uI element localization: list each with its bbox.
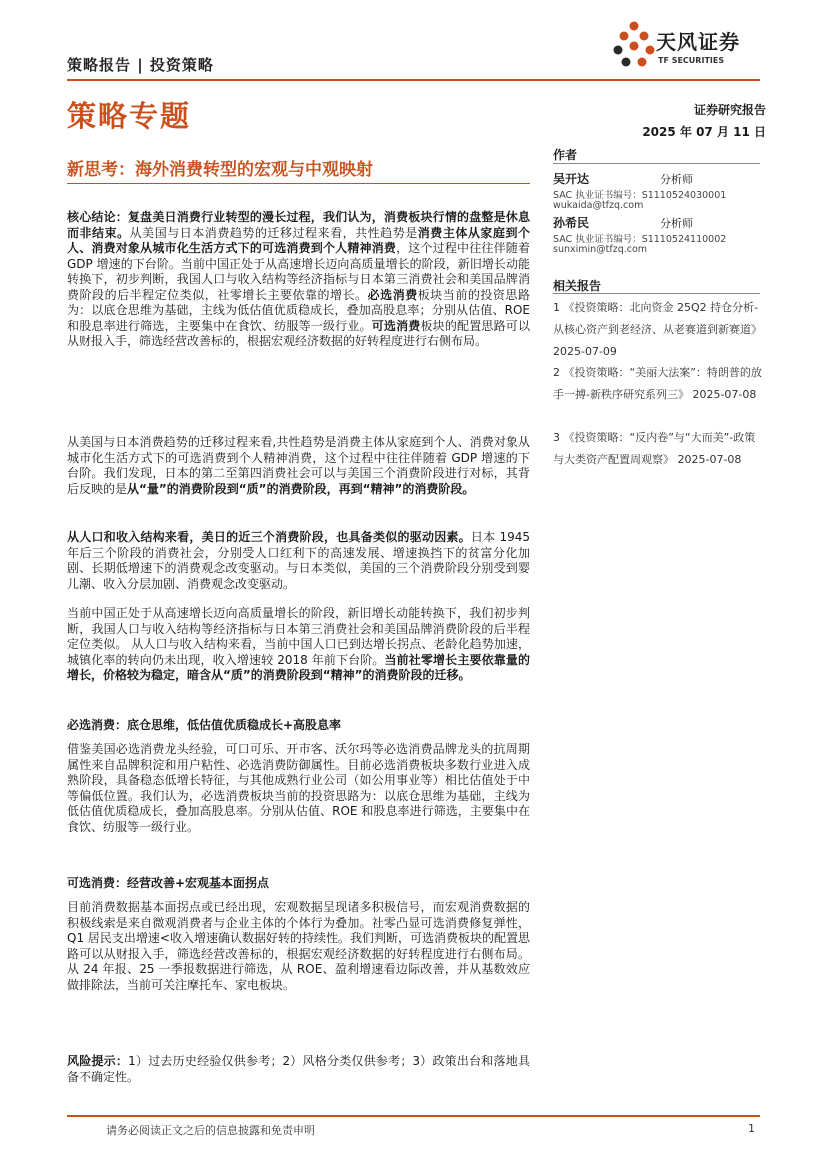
report-type: 证券研究报告 bbox=[693, 103, 766, 117]
author-role: 分析师 bbox=[660, 173, 693, 186]
author-email[interactable]: sunximin@tfzq.com bbox=[553, 244, 648, 255]
disclaimer-note: 请务必阅读正文之后的信息披露和免责申明 bbox=[106, 1124, 315, 1137]
section-heading: 必选消费：底仓思维，低估值优质稳成长+高股息率 bbox=[67, 718, 342, 732]
logo-mark-icon bbox=[612, 20, 656, 72]
author-name: 吴开达 bbox=[553, 172, 590, 186]
section-heading: 可选消费：经营改善+宏观基本面拐点 bbox=[67, 876, 270, 890]
body-paragraph: 当前中国正处于从高速增长迈向高质量增长的阶段，新旧增长动能转换下，我们初步判断，我国人口与收入结构等经济指标与日本第三消费社会和美国品牌消费阶段的后半程定位类似。 从人口与收入结构来看，当前中国人口已到达增长拐点、老龄化趋势加速，城镇化率的转向仍未出现，收入增速较 2018 年前下台阶。当前社零增长主要依靠量的增长，价格较为稳定，暗含从“质”的消费阶段到“精神”的消费阶段的迁移。 bbox=[67, 606, 530, 682]
core-conclusion-paragraph: 核心结论：复盘美日消费行业转型的漫长过程，我们认为，消费板块行情的盘整是休息而非结束。从美国与日本消费趋势的迁移过程来看，共性趋势是消费主体从家庭到个人、消费对象从城市化生活方式下的可选消费到个人精神消费，这个过程中往往伴随着 GDP 增速的下台阶。当前中国正处于从高速增长迈向高质量增长的阶段，新旧增长动能转换下，初步判断，我国人口与收入结构等经济指标与日本第三消费社会和美国品牌消费阶段的后半程定位类似，社零增长主要依靠的增长。必选消费板块当前的投资思路为：以底仓思维为基础，主线为低估值优质稳成长，叠加高股息率；分别从估值、ROE 和股息率进行筛选，主要集中在食饮、纺服等一级行业。可选消费板块的配置思路可以从财报入手，筛选经营改善标的，根据宏观经济数据的好转程度进行右侧布局。 bbox=[67, 210, 530, 348]
body-paragraph: 借鉴美国必选消费龙头经验，可口可乐、开市客、沃尔玛等必选消费品牌龙头的抗周期属性来自品牌积淀和用户粘性、必选消费防御属性。目前必选消费板块多数行业进入成熟阶段，具备稳态低增长特征，与其他成熟行业公司（如公用事业等）相比估值处于中等偏低位置。我们认为，必选消费板块当前的投资思路为：以底仓思维为基础，主线为低估值优质稳成长，叠加高股息率。分别从估值、ROE 和股息率进行筛选，主要集中在食饮、纺服等一级行业。 bbox=[67, 742, 530, 834]
header-divider bbox=[67, 79, 760, 81]
report-category: 策略报告 | 投资策略 bbox=[67, 56, 214, 74]
headline-divider bbox=[67, 183, 530, 184]
related-divider bbox=[553, 293, 760, 294]
tf-securities-logo bbox=[612, 20, 762, 72]
document-type: 策略专题 bbox=[67, 99, 192, 133]
body-paragraph: 目前消费数据基本面拐点或已经出现，宏观数据呈现诸多积极信号，而宏观消费数据的积极线索是来自微观消费者与企业主体的个体行为叠加。社零凸显可选消费修复弹性，Q1 居民支出增速<收入增速确认数据好转的持续性。我们判断，可选消费板块的配置思路可以从财报入手，筛选经营改善标的，根据宏观经济数据的好转程度进行右侧布局。从 24 年报、25 一季报数据进行筛选，从 ROE、盈利增速看边际改善，并从基数效应做排除法，当前可关注摩托车、家电板块。 bbox=[67, 900, 530, 992]
authors-heading: 作者 bbox=[553, 148, 578, 162]
author-email[interactable]: wukaida@tfzq.com bbox=[553, 200, 644, 211]
author-role: 分析师 bbox=[660, 217, 693, 230]
report-date: 2025 年 07 月 11 日 bbox=[642, 125, 766, 139]
related-report-item[interactable]: 2 《投资策略：“美丽大法案”：特朗普的放手一搏-新秩序研究系列三》 2025-07-08 bbox=[553, 366, 762, 401]
footer-divider bbox=[67, 1115, 760, 1117]
logo-chinese-name: 天风证券 bbox=[656, 30, 740, 54]
author-name: 孙希民 bbox=[553, 216, 590, 230]
author-sac-number: SAC 执业证书编号：S1110524110002 bbox=[553, 234, 727, 245]
body-paragraph: 从美国与日本消费趋势的迁移过程来看,共性趋势是消费主体从家庭到个人、消费对象从城市化生活方式下的可选消费到个人精神消费，这个过程中往往伴随着 GDP 增速的下台阶。我们发现，日本的第二至第四消费社会可以与美国三个消费阶段进行对标，其背后反映的是从“量”的消费阶段到“质”的消费阶段，再到“精神”的消费阶段。 bbox=[67, 435, 530, 496]
related-report-item[interactable]: 1 《投资策略：北向资金 25Q2 持仓分析-从核心资产到老经济、从老赛道到新赛道》 2025-07-09 bbox=[553, 301, 762, 358]
authors-divider bbox=[553, 163, 760, 164]
body-paragraph: 从人口和收入结构来看，美日的近三个消费阶段，也具备类似的驱动因素。日本 1945 年后三个阶段的消费社会，分别受人口红利下的高速发展、增速换挡下的贫富分化加剧、长期低增速下的消费观念改变驱动。与日本类似，美国的三个消费阶段分别受到婴儿潮、收入分层加剧、消费观念改变驱动。 bbox=[67, 530, 530, 591]
report-headline: 新思考：海外消费转型的宏观与中观映射 bbox=[67, 160, 373, 180]
risk-warning: 风险提示：1）过去历史经验仅供参考；2）风格分类仅供参考；3）政策出台和落地具备不确定性。 bbox=[67, 1054, 530, 1084]
author-sac-number: SAC 执业证书编号：S1110524030001 bbox=[553, 190, 727, 201]
page-number: 1 bbox=[748, 1122, 755, 1135]
logo-english-name: TF SECURITIES bbox=[658, 56, 725, 65]
related-report-item[interactable]: 3 《投资策略：“反内卷”与“大而美”-政策与大类资产配置周观察》 2025-07-08 bbox=[553, 431, 756, 466]
related-reports-heading: 相关报告 bbox=[553, 279, 602, 293]
